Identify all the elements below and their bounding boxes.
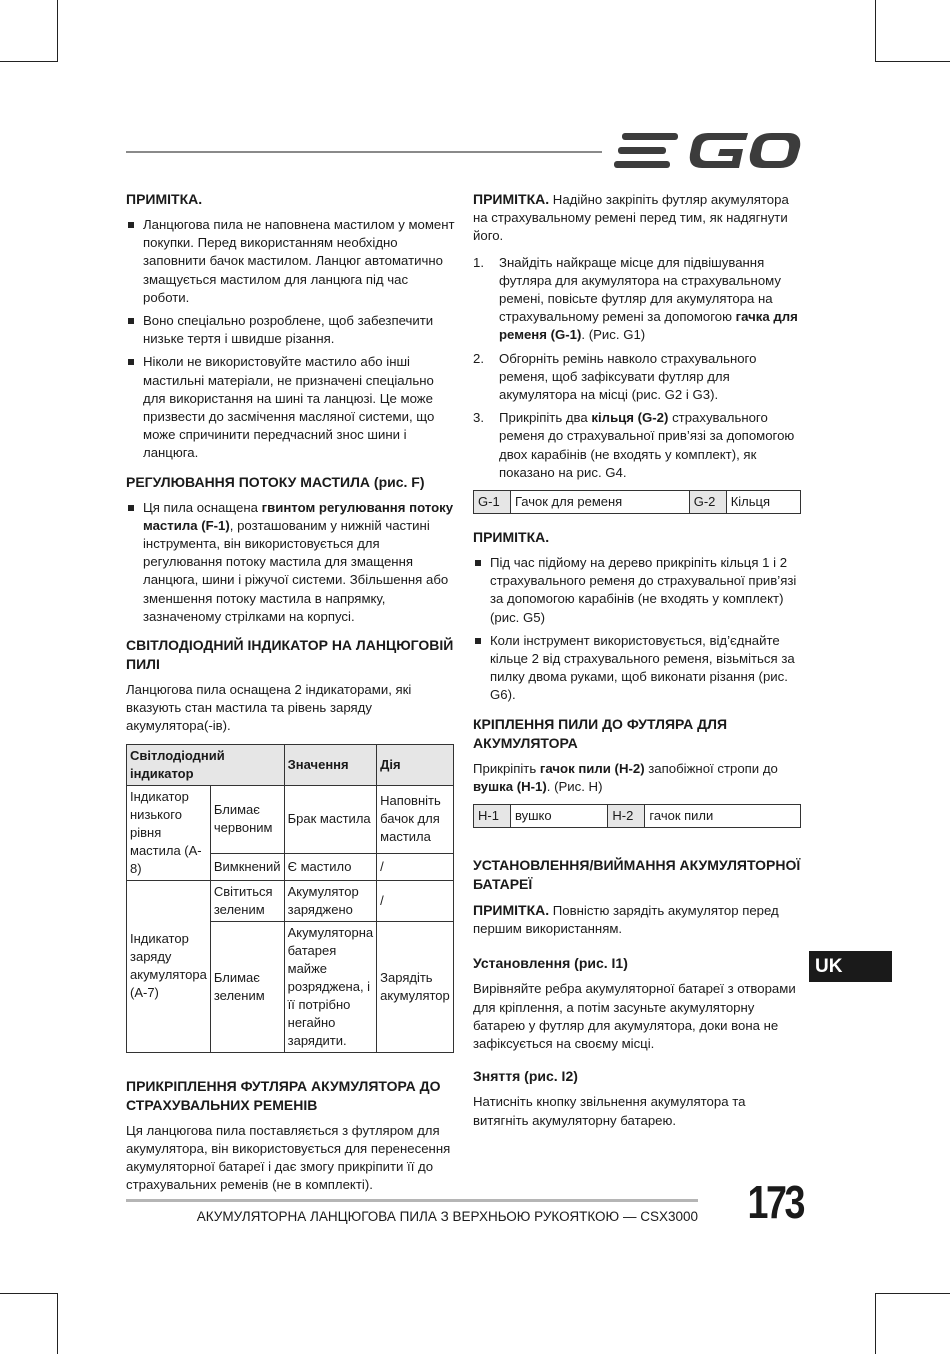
step-text-post: . (Рис. G1) xyxy=(581,327,646,343)
table-row xyxy=(127,744,454,785)
footer-title: АКУМУЛЯТОРНА ЛАНЦЮГОВА ПИЛА З ВЕРХНЬОЮ РУКОЯТКОЮ — CSX3000 xyxy=(196,1209,698,1224)
left-column xyxy=(126,190,456,1202)
note-label: ПРИМІТКА. xyxy=(473,902,550,919)
table-cell: Зарядіть акумулятор xyxy=(377,921,454,1052)
table-cell: Індикатор низького рівня мастила (A-8) xyxy=(127,785,211,880)
table-cell: вушко xyxy=(511,805,608,828)
led-intro: Ланцюгова пила оснащена 2 індикаторами, які вказують стан мастила та рівень заряду акумулятора(-ів). xyxy=(126,682,412,734)
table-cell: Блимає червоним xyxy=(210,785,284,853)
note-heading: ПРИМІТКА. xyxy=(126,191,203,207)
table-cell: Брак мастила xyxy=(284,785,377,853)
crop-mark xyxy=(875,0,876,62)
table-cell: G-1 xyxy=(474,491,511,514)
oil-flow-text-post: , розташованим у нижній частині інструмента, він використовується для регулювання потоку мастила для змащення ланцюга, шини і ріжучої системи. Збільшення або зменшення потоку мастила в напрямку, зазначеному стрілками на корпусі. xyxy=(143,517,449,624)
list-item: Ланцюгова пила не наповнена мастилом у момент покупки. Перед використанням необхідно заповнити бачок мастилом. Ланцюг автоматично змащується мастилом для ланцюга під час роботи. xyxy=(126,216,456,307)
table-row xyxy=(474,491,801,514)
crop-mark xyxy=(875,1293,950,1294)
table-header: Дія xyxy=(377,744,454,785)
table-cell: G-2 xyxy=(689,491,726,514)
step-text-post: страхувального ременя до страхувальної прив’язі за допомогою двох карабінів (не входять у комплект), як показано на рис. G4. xyxy=(499,410,795,480)
attach-text-bold: вушка (H-1) xyxy=(473,778,547,794)
install-subheading: Установлення (рис. I1) xyxy=(473,955,628,972)
table-row xyxy=(474,805,801,828)
table-cell: Гачок для ременя xyxy=(511,491,690,514)
step-text-bold: гачка для ременя (G-1) xyxy=(499,309,798,343)
led-table xyxy=(126,744,454,1053)
language-tab: UK xyxy=(809,951,892,982)
list-item xyxy=(473,350,803,405)
ego-logo xyxy=(612,128,802,172)
note-heading: ПРИМІТКА. xyxy=(473,529,550,546)
table-cell: Вимкнений xyxy=(210,854,284,881)
table-cell: Акумулятор заряджено xyxy=(284,880,377,921)
attach-text-pre: Прикріпіть xyxy=(473,760,540,776)
table-row xyxy=(127,785,454,853)
crop-mark xyxy=(0,61,58,62)
right-column xyxy=(473,190,803,1138)
list-item: Під час підйому на дерево прикріпіть кільця 1 і 2 страхувального ременя до страхувальної прив’язі за допомогою карабінів (не входять у комплект) (рис. G5) xyxy=(473,554,803,627)
step-text-pre: Прикріпіть два xyxy=(499,410,592,426)
note-paragraph xyxy=(473,190,803,246)
table-cell: / xyxy=(377,880,454,921)
table-cell: Блимає зеленим xyxy=(210,921,284,1052)
oil-flow-text-bold: гвинтом регулювання потоку мастила (F-1) xyxy=(143,499,454,533)
list-item xyxy=(473,409,803,482)
list-item: Воно спеціально розроблене, щоб забезпечити низьке тертя і швидше різання. xyxy=(126,312,456,348)
oil-flow-text-pre: Ця пила оснащена xyxy=(143,499,262,515)
h-reference-table xyxy=(473,804,801,828)
table-cell: Є мастило xyxy=(284,854,377,881)
table-cell: Кільця xyxy=(726,491,800,514)
footer-rule xyxy=(126,1199,698,1202)
step-text-pre: Знайдіть найкраще місце для підвішування футляра для акумулятора на страхувальному ремені, повісьте футляр для акумулятора на страхувальному ремені за допомогою xyxy=(499,254,781,325)
list-item xyxy=(473,254,803,345)
crop-mark xyxy=(875,61,950,62)
table-cell: Акумуляторна батарея майже розряджена, і її потрібно негайно зарядити. xyxy=(284,921,377,1052)
note-list xyxy=(126,216,456,463)
oil-flow-list xyxy=(126,499,456,626)
list-item xyxy=(126,499,456,626)
step-text-pre: Обгорніть ремінь навколо страхувального ременя, щоб зафіксувати футляр для акумулятора на місці (рис. G2 і G3). xyxy=(499,350,757,403)
led-heading: СВІТЛОДІОДНИЙ ІНДИКАТОР НА ЛАНЦЮГОВІЙ ПИЛІ xyxy=(126,637,454,673)
attach-heading: КРІПЛЕННЯ ПИЛИ ДО ФУТЛЯРА ДЛЯ АКУМУЛЯТОРА xyxy=(473,715,728,751)
remove-subheading: Зняття (рис. I2) xyxy=(473,1068,578,1085)
note-text: Надійно закріпіть футляр акумулятора на страхувальному ремені перед тим, як надягнути його. xyxy=(473,192,789,244)
step-number: 1. xyxy=(473,254,484,270)
table-cell: Світиться зеленим xyxy=(210,880,284,921)
install-note xyxy=(473,901,803,938)
crop-mark xyxy=(57,0,58,62)
g-reference-table xyxy=(473,490,801,514)
attach-text-mid: запобіжної стропи до xyxy=(644,760,778,776)
step-number: 2. xyxy=(473,350,484,366)
crop-mark xyxy=(875,1293,876,1354)
oil-flow-heading: РЕГУЛЮВАННЯ ПОТОКУ МАСТИЛА (рис. F) xyxy=(126,473,425,490)
step-number: 3. xyxy=(473,410,484,426)
list-item: Ніколи не використовуйте мастило або інші мастильні матеріали, не призначені спеціально для використання на шині та ланцюзі. Це може призвести до засмічення масляної системи, що може спричинити передчасний знос шини і ланцюга. xyxy=(126,353,456,462)
note-label: ПРИМІТКА. xyxy=(473,191,550,207)
note-text: Повністю зарядіть акумулятор перед першим використанням. xyxy=(473,903,779,937)
table-cell: / xyxy=(377,854,454,881)
table-header: Світлодіодний індикатор xyxy=(127,744,285,785)
table-cell: Наповніть бачок для мастила xyxy=(377,785,454,853)
table-cell: H-1 xyxy=(474,805,511,828)
note-list xyxy=(473,554,803,705)
attach-text-post: . (Рис. H) xyxy=(546,778,603,794)
install-heading: УСТАНОВЛЕННЯ/ВИЙМАННЯ АКУМУЛЯТОРНОЇ БАТАРЕЇ xyxy=(473,857,801,893)
holster-heading: ПРИКРІПЛЕННЯ ФУТЛЯРА АКУМУЛЯТОРА ДО СТРАХУВАЛЬНИХ РЕМЕНІВ xyxy=(126,1077,441,1113)
attach-text xyxy=(473,760,803,796)
table-header: Значення xyxy=(284,744,377,785)
list-item: Коли інструмент використовується, від’єднайте кільце 2 від страхувального ременя, візьміться за пилку двома руками, щоб виконати різання (рис. G6). xyxy=(473,632,803,705)
table-cell: гачок пили xyxy=(645,805,801,828)
steps-list xyxy=(473,254,803,482)
page-number: 173 xyxy=(747,1176,804,1228)
table-row xyxy=(127,880,454,921)
remove-text: Натисніть кнопку звільнення акумулятора та витягніть акумуляторну батарею. xyxy=(473,1094,746,1128)
holster-text: Ця ланцюгова пила поставляється з футляром для акумулятора, він використовується для перенесення акумуляторної батареї і дає змогу прикріпити її до страхувальних ременів (не в комплекті). xyxy=(126,1122,451,1193)
header-rule xyxy=(126,151,602,153)
crop-mark xyxy=(57,1293,58,1354)
install-text: Вирівняйте ребра акумуляторної батареї з отворами для кріплення, а потім засуньте акумуляторну батарею у футляр для акумулятора, доки вона не зафіксується на своєму місці. xyxy=(473,981,796,1052)
crop-mark xyxy=(0,1293,58,1294)
step-text-bold: кільця (G-2) xyxy=(591,410,669,426)
attach-text-bold: гачок пили (H-2) xyxy=(539,760,645,776)
table-cell: H-2 xyxy=(608,805,645,828)
table-cell: Індикатор заряду акумулятора (A-7) xyxy=(127,880,211,1052)
